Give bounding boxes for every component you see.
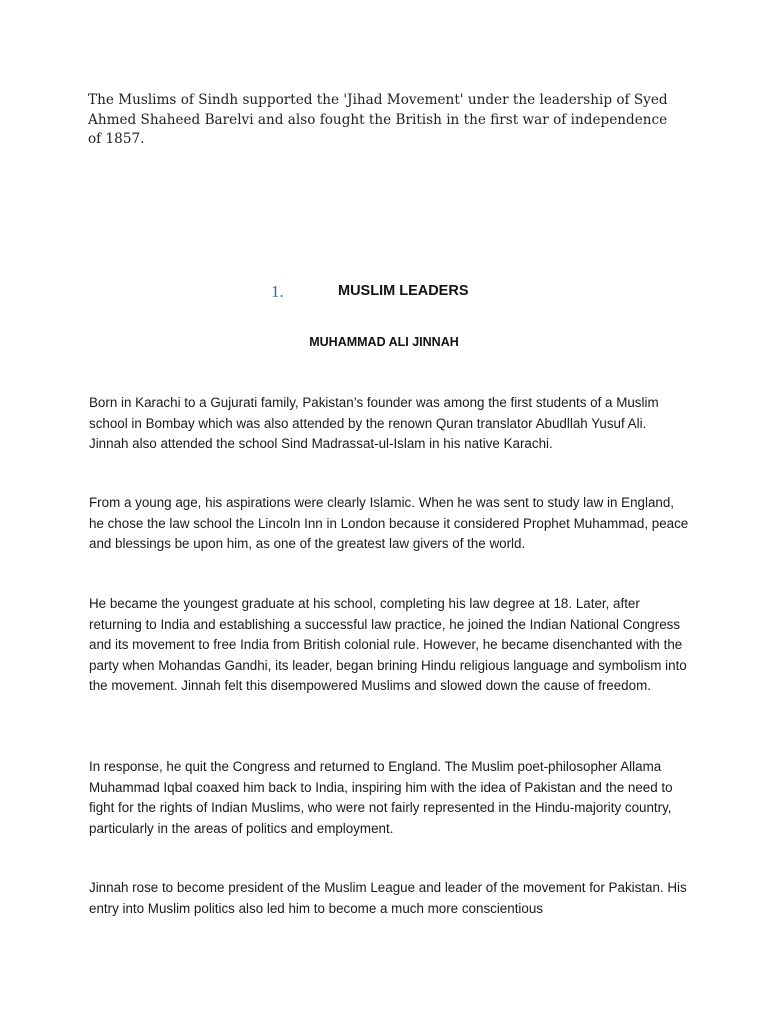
body-paragraph: In response, he quit the Congress and returned to England. The Muslim poet-philosopher Allama Muhammad Iqbal coaxed him back to India, inspiring him with the idea of Pakistan and the need to fight for the rights of Indian Muslims, who were not fairly represented in the Hindu-majority country, particularly in the areas of politics and employment. (89, 759, 673, 836)
section-subtitle: MUHAMMAD ALI JINNAH (309, 335, 459, 349)
section-number: 1. (271, 282, 284, 301)
body-paragraph: From a young age, his aspirations were clearly Islamic. When he was sent to study law in England, he chose the law school the Lincoln Inn in London because it considered Prophet Muhammad, peace and blessings be upon him, as one of the greatest law givers of the world. (89, 495, 689, 551)
intro-paragraph: The Muslims of Sindh supported the 'Jihad Movement' under the leadership of Syed Ahmed Shaheed Barelvi and also fought the British in the first war of independence of 1857. (88, 92, 672, 147)
body-paragraph: Jinnah rose to become president of the Muslim League and leader of the movement for Pakistan. His entry into Muslim politics also led him to become a much more conscientious (89, 880, 687, 916)
section-title: MUSLIM LEADERS (338, 283, 469, 299)
body-paragraph: He became the youngest graduate at his school, completing his law degree at 18. Later, after returning to India and establishing a successful law practice, he joined the Indian National Congress and its movement to free India from British colonial rule. However, he became disenchanted with the party when Mohandas Gandhi, its leader, began brining Hindu religious language and symbolism into the movement. Jinnah felt this disempowered Muslims and slowed down the cause of freedom. (89, 596, 687, 693)
body-paragraph: Born in Karachi to a Gujurati family, Pakistan’s founder was among the first students of a Muslim school in Bombay which was also attended by the renown Quran translator Abudllah Yusuf Ali. Jinnah also attended the school Sind Madrassat-ul-Islam in his native Karachi. (89, 395, 659, 451)
